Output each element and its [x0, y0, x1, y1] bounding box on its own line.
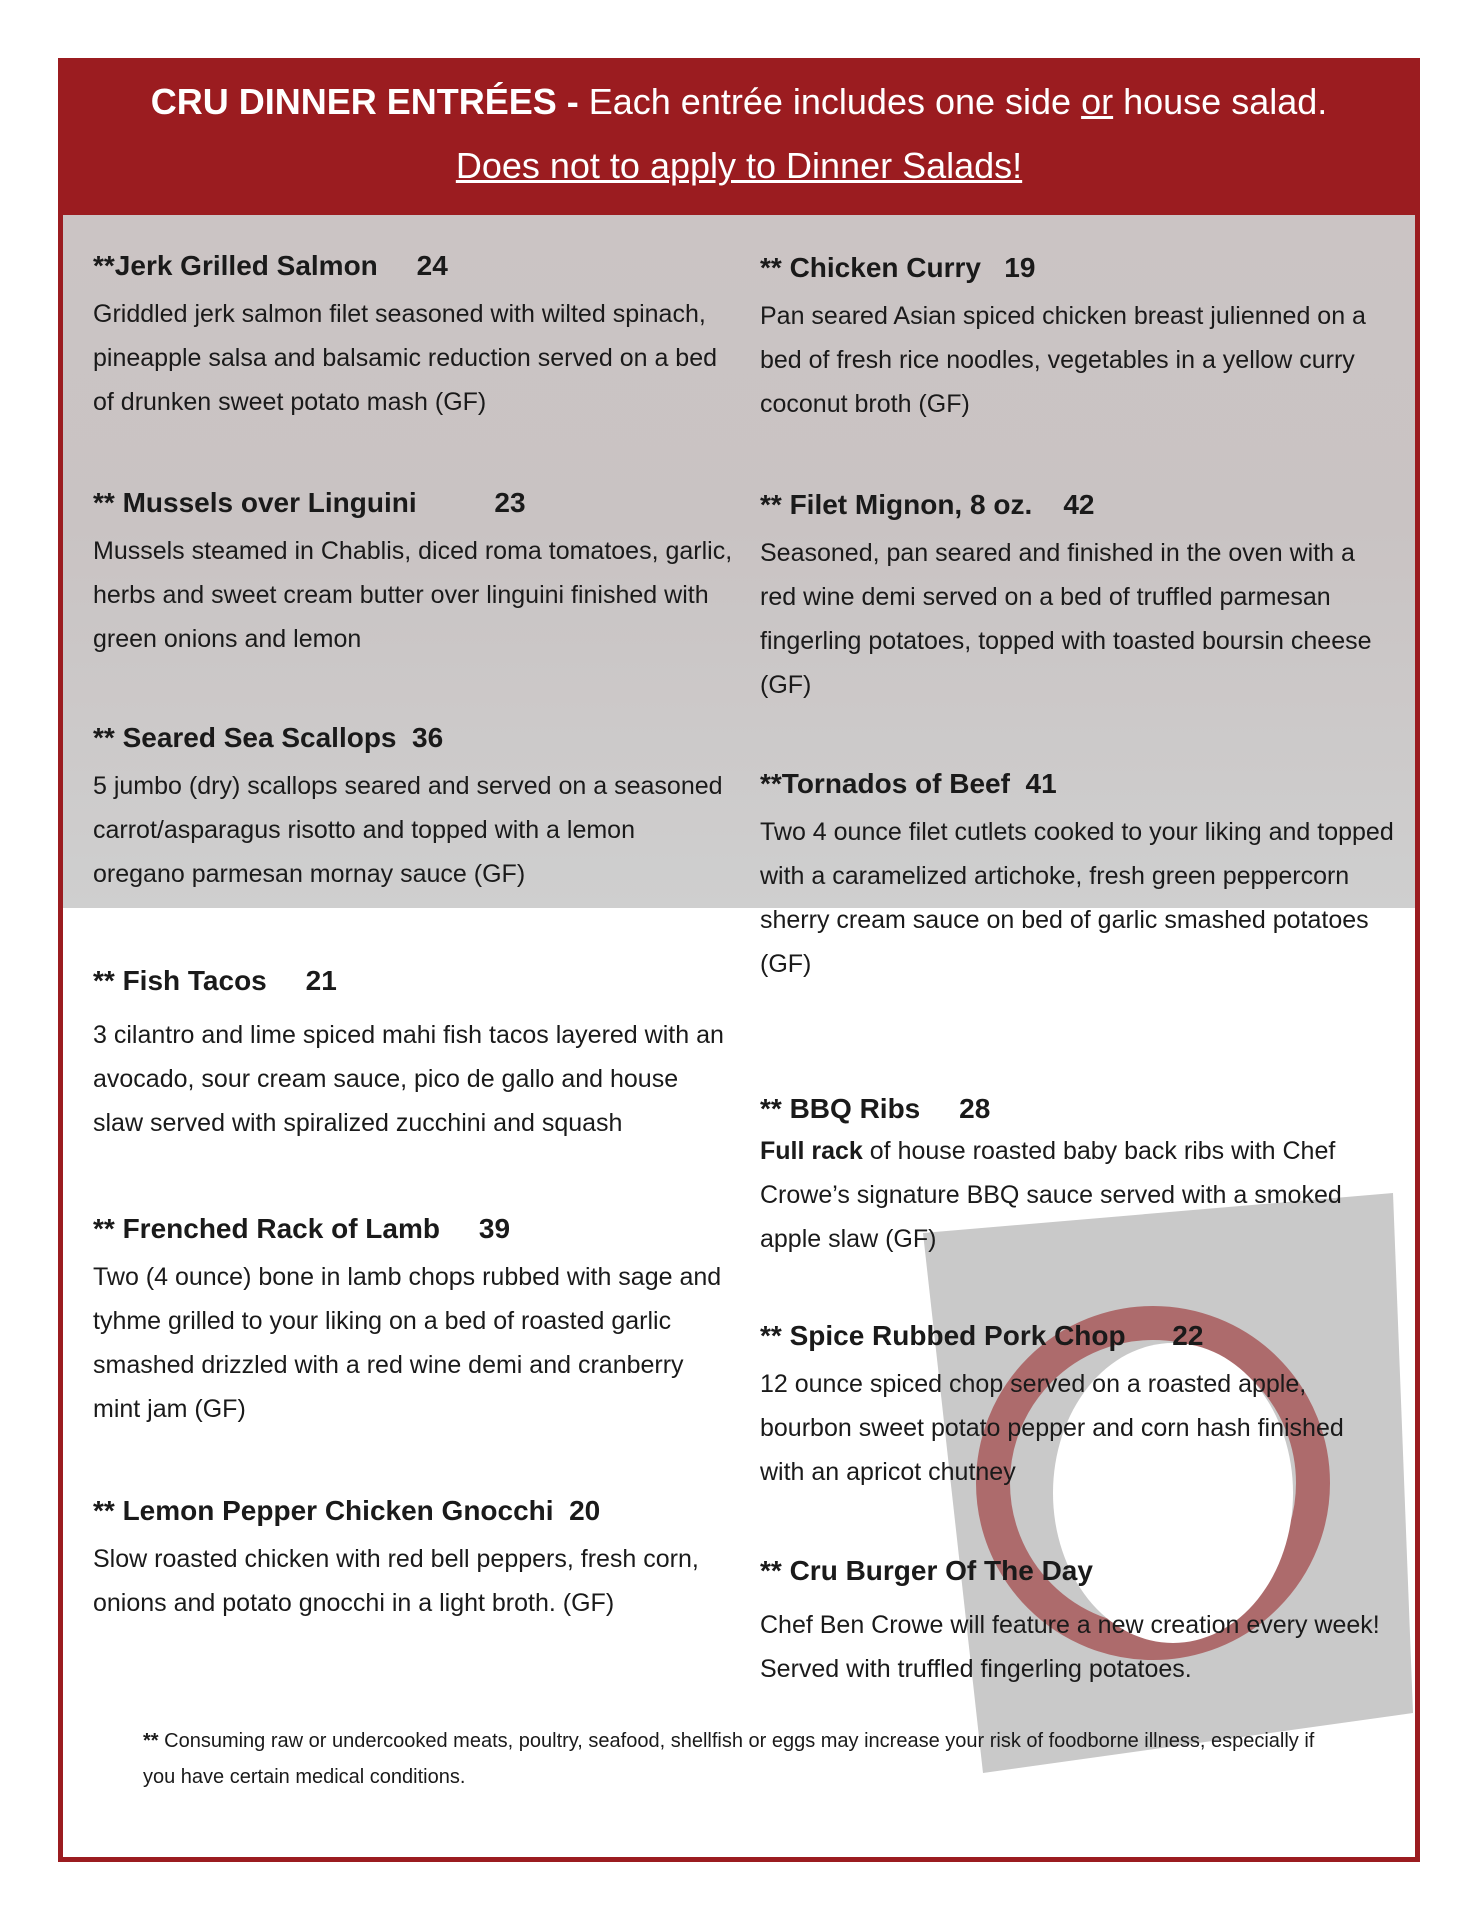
menu-header — [63, 63, 1415, 215]
menu-item-mussels — [93, 485, 733, 661]
item-description-rest: of house roasted baby back ribs with Chef Crowe’s signature BBQ sauce served with a smoked apple slaw (GF) — [760, 1137, 1342, 1253]
menu-item-chicken-gnocchi — [93, 1493, 733, 1625]
menu-item-tornados-of-beef — [760, 766, 1395, 986]
item-description: Chef Ben Crowe will feature a new creation every week! Served with truffled fingerling potatoes. — [760, 1611, 1380, 1683]
item-name: ** Spice Rubbed Pork Chop 22 — [760, 1320, 1204, 1351]
header-title: CRU DINNER ENTRÉES - — [150, 81, 579, 122]
menu-item-chicken-curry — [760, 250, 1395, 426]
item-name: ** Seared Sea Scallops 36 — [93, 722, 444, 753]
menu-item-pork-chop — [760, 1318, 1395, 1494]
disclaimer-text: Consuming raw or undercooked meats, poultry, seafood, shellfish or eggs may increase your risk of foodborne illness, especially if you have certain medical conditions. — [143, 1730, 1315, 1788]
item-name: ** Mussels over Linguini 23 — [93, 487, 526, 518]
menu-item-rack-of-lamb — [93, 1211, 733, 1431]
item-description: 3 cilantro and lime spiced mahi fish tacos layered with an avocado, sour cream sauce, pico de gallo and house slaw served with spiralized zucchini and squash — [93, 1021, 724, 1137]
item-description: Mussels steamed in Chablis, diced roma tomatoes, garlic, herbs and sweet cream butter over linguini finished with green onions and lemon — [93, 537, 733, 653]
item-name: ** BBQ Ribs 28 — [760, 1093, 991, 1124]
header-subtitle-pre: Each entrée includes one side — [578, 81, 1082, 122]
menu-frame — [58, 58, 1420, 1862]
menu-item-filet-mignon — [760, 487, 1395, 707]
item-name: ** Chicken Curry 19 — [760, 252, 1036, 283]
item-name: ** Lemon Pepper Chicken Gnocchi 20 — [93, 1495, 601, 1526]
header-subtitle-post: house salad. — [1113, 81, 1328, 122]
disclaimer-marker: ** — [143, 1730, 159, 1752]
item-name: **Jerk Grilled Salmon 24 — [93, 250, 448, 281]
header-subtitle-or: or — [1081, 81, 1114, 122]
foodborne-illness-disclaimer — [143, 1723, 1343, 1795]
item-name: ** Fish Tacos 21 — [93, 965, 337, 996]
item-name: **Tornados of Beef 41 — [760, 768, 1057, 799]
menu-item-cru-burger — [760, 1553, 1395, 1691]
menu-item-bbq-ribs — [760, 1091, 1395, 1261]
item-description: Two (4 ounce) bone in lamb chops rubbed with sage and tyhme grilled to your liking on a bed of roasted garlic smashed drizzled with a red wine demi and cranberry mint jam (GF) — [93, 1263, 722, 1423]
item-description: 12 ounce spiced chop served on a roasted apple, bourbon sweet potato pepper and corn hash finished with an apricot chutney — [760, 1370, 1344, 1486]
item-description: Pan seared Asian spiced chicken breast julienned on a bed of fresh rice noodles, vegetables in a yellow curry coconut broth (GF) — [760, 302, 1366, 418]
header-title-line — [63, 81, 1415, 123]
item-description: Seasoned, pan seared and finished in the oven with a red wine demi served on a bed of truffled parmesan fingerling potatoes, topped with toasted boursin cheese (GF) — [760, 539, 1372, 699]
header-note: Does not to apply to Dinner Salads! — [455, 145, 1023, 186]
item-description: 5 jumbo (dry) scallops seared and served on a seasoned carrot/asparagus risotto and topped with a lemon oregano parmesan mornay sauce (GF) — [93, 772, 723, 888]
menu-item-scallops — [93, 720, 733, 896]
item-description: Griddled jerk salmon filet seasoned with wilted spinach, pineapple salsa and balsamic reduction served on a bed of drunken sweet potato mash (GF) — [93, 300, 718, 416]
item-description-bold: Full rack — [760, 1137, 863, 1165]
item-description: Two 4 ounce filet cutlets cooked to your liking and topped with a caramelized artichoke, fresh green peppercorn sherry cream sauce on bed of garlic smashed potatoes (GF) — [760, 818, 1394, 978]
menu-item-jerk-salmon — [93, 248, 733, 424]
item-name: ** Frenched Rack of Lamb 39 — [93, 1213, 511, 1244]
item-name: ** Filet Mignon, 8 oz. 42 — [760, 489, 1095, 520]
item-description: Slow roasted chicken with red bell peppers, fresh corn, onions and potato gnocchi in a light broth. (GF) — [93, 1545, 699, 1617]
item-description — [760, 1129, 1395, 1261]
menu-item-fish-tacos — [93, 963, 733, 1145]
item-name: ** Cru Burger Of The Day — [760, 1555, 1093, 1586]
